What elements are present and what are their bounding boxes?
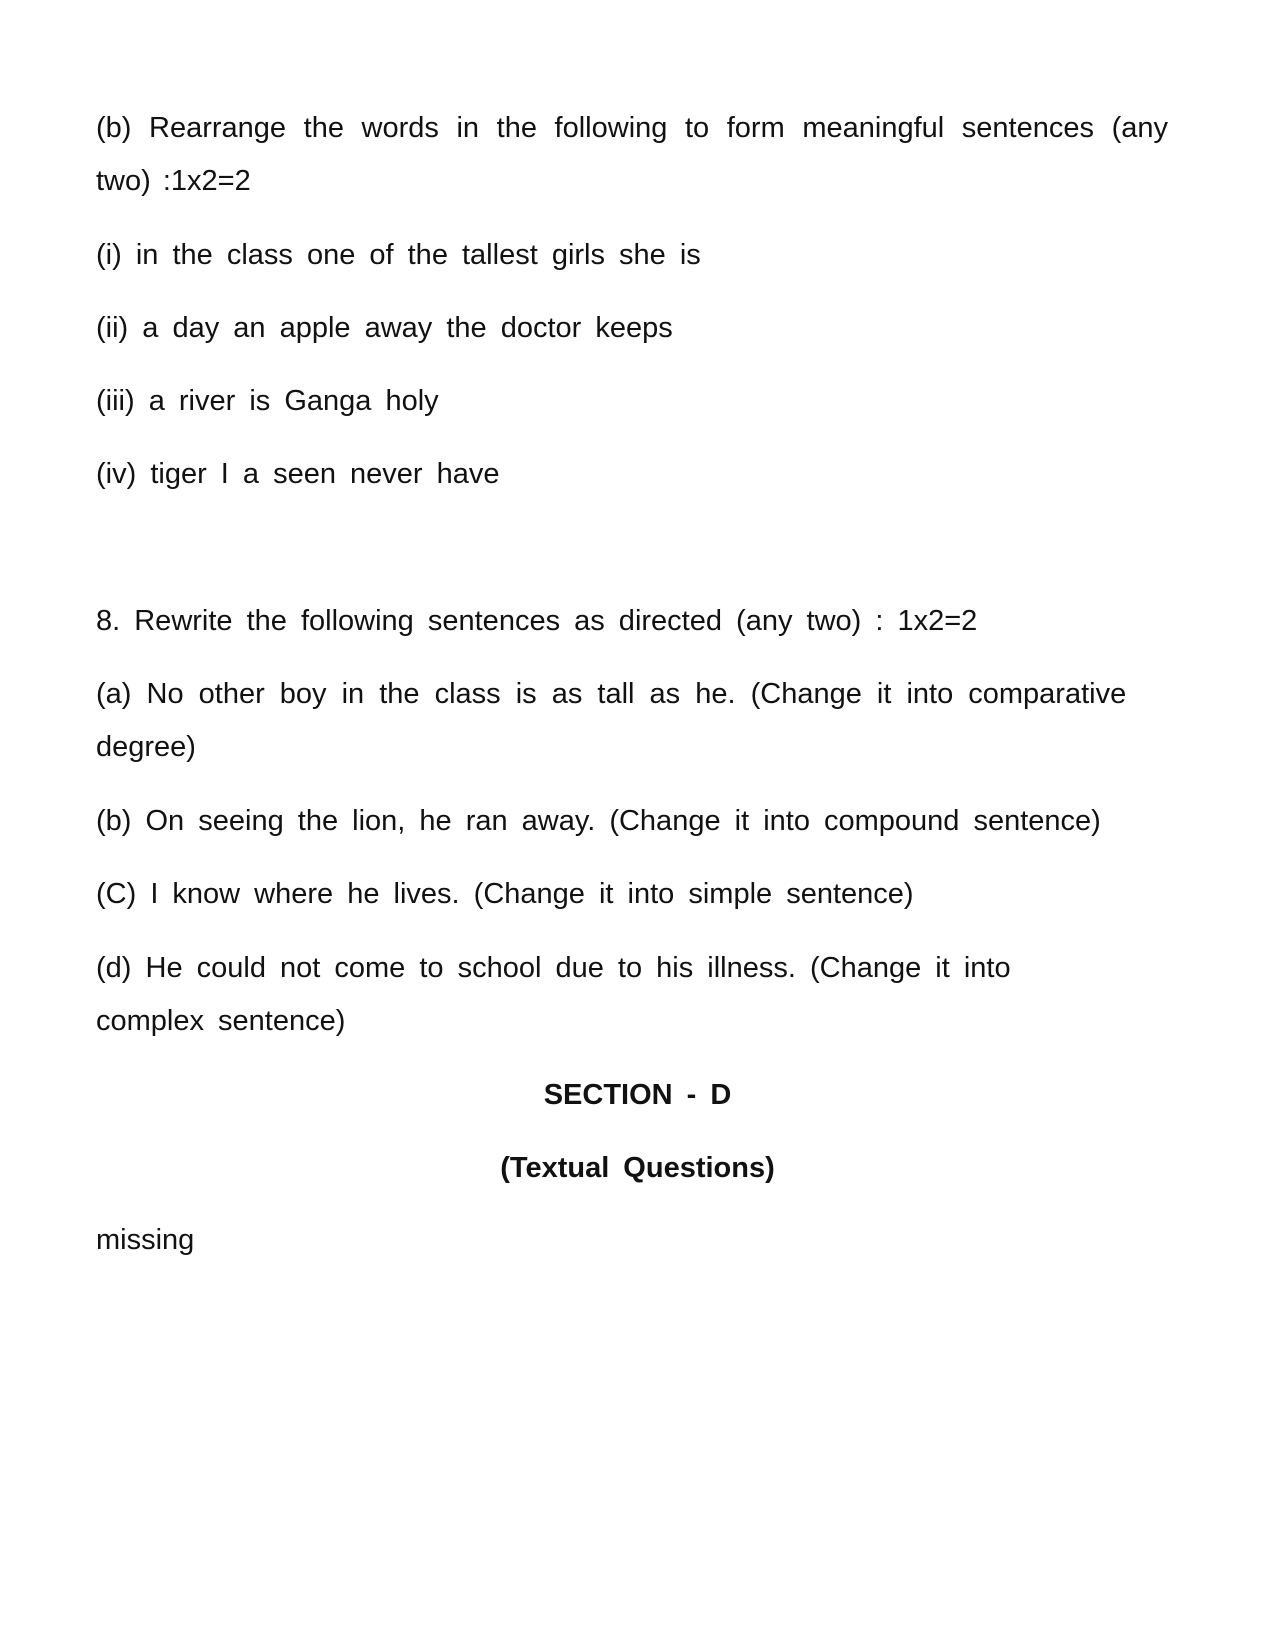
section-d-subtitle: (Textual Questions) bbox=[500, 1152, 775, 1184]
q8-c: (C) I know where he lives. (Change it into simple sentence) bbox=[96, 878, 914, 910]
q8-a-line2: degree) bbox=[96, 731, 196, 763]
q7b-item-iv: (iv) tiger I a seen never have bbox=[96, 458, 500, 490]
q7b-instruction-line2: two) :1x2=2 bbox=[96, 165, 251, 197]
q8-heading: 8. Rewrite the following sentences as directed (any two) : 1x2=2 bbox=[96, 605, 978, 637]
q8-d-line1: (d) He could not come to school due to his illness. (Change it into bbox=[96, 952, 1011, 984]
q8-b: (b) On seeing the lion, he ran away. (Change it into compound sentence) bbox=[96, 805, 1101, 837]
q8-a-line1: (a) No other boy in the class is as tall as he. (Change it into comparative bbox=[96, 678, 1127, 710]
q7b-item-ii: (ii) a day an apple away the doctor keeps bbox=[96, 312, 673, 344]
section-d-title: SECTION - D bbox=[543, 1079, 732, 1111]
section-d-body: missing bbox=[96, 1224, 195, 1256]
q7b-item-i: (i) in the class one of the tallest girls she is bbox=[96, 239, 701, 271]
q7b-instruction-line1: (b) Rearrange the words in the following to form meaningful sentences (any bbox=[96, 112, 1168, 144]
q7b-item-iii: (iii) a river is Ganga holy bbox=[96, 385, 439, 417]
q8-d-line2: complex sentence) bbox=[96, 1005, 346, 1037]
